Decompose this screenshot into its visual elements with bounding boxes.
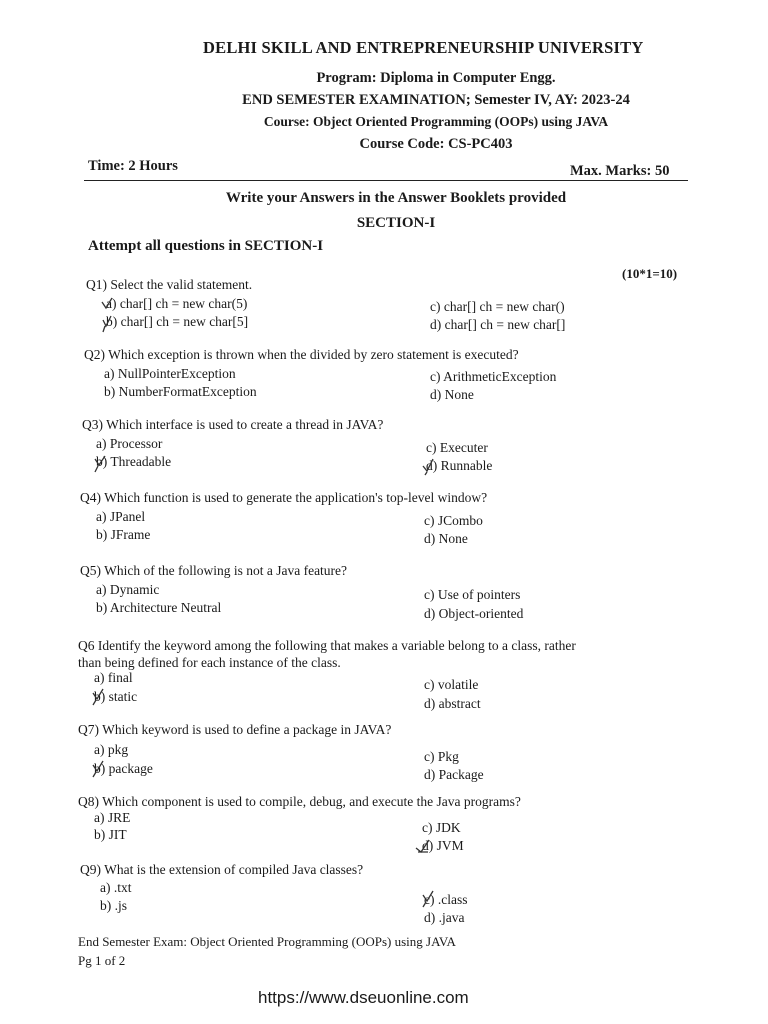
option-d: d) JVM [422, 838, 464, 853]
option-c: c) Use of pointers [424, 587, 521, 602]
section-instruction: Attempt all questions in SECTION-I [88, 238, 324, 254]
pen-tick-mark-q6b [90, 688, 106, 706]
option-b: b) package [94, 761, 153, 776]
website-url[interactable]: https://www.dseuonline.com [258, 988, 469, 1007]
pen-tick-marks-q1 [100, 296, 114, 336]
footer-exam-line: End Semester Exam: Object Oriented Programming (OOPs) using JAVA [78, 934, 456, 949]
question-stem: Q5) Which of the following is not a Java feature? [80, 563, 348, 578]
course-code: Course Code: CS-PC403 [359, 136, 513, 152]
option-a: a) NullPointerException [104, 366, 236, 381]
option-b: b) Architecture Neutral [96, 600, 222, 615]
option-b: b) NumberFormatException [104, 384, 257, 399]
option-a: a) Processor [96, 436, 163, 451]
option-a: a) .txt [100, 880, 132, 895]
option-d: d) char[] ch = new char[] [430, 317, 566, 332]
question-stem: Q8) Which component is used to compile, debug, and execute the Java programs? [78, 794, 521, 809]
option-b: b) Threadable [96, 454, 172, 469]
option-c: c) volatile [424, 677, 479, 692]
option-a: a) JPanel [96, 509, 146, 524]
option-d: d) .java [424, 910, 465, 925]
program-line: Program: Diploma in Computer Engg. [316, 70, 556, 86]
option-a: a) JRE [94, 810, 131, 825]
option-d: d) Object-oriented [424, 606, 524, 621]
pen-tick-mark-q9c [420, 890, 436, 908]
question-stem: Q2) Which exception is thrown when the divided by zero statement is executed? [84, 347, 519, 362]
time-allowed: Time: 2 Hours [88, 158, 178, 174]
option-c: c) ArithmeticException [430, 369, 557, 384]
section-title: SECTION-I [356, 215, 436, 231]
university-name: DELHI SKILL AND ENTREPRENEURSHIP UNIVERSITY [203, 38, 644, 57]
option-a: a) pkg [94, 742, 129, 757]
instructions: Write your Answers in the Answer Booklets provided [225, 190, 567, 206]
option-a: a) char[] ch = new char(5) [106, 296, 248, 311]
option-d: d) Package [424, 767, 484, 782]
pen-tick-mark-q3d [420, 456, 436, 476]
option-b: b) static [94, 689, 138, 704]
pen-tick-mark-q3b [92, 455, 108, 473]
question-stem: Q6 Identify the keyword among the following that makes a variable belong to a class, rather [78, 638, 576, 653]
option-a: a) final [94, 670, 133, 685]
option-c: c) Pkg [424, 749, 459, 764]
option-c: c) .class [424, 892, 468, 907]
question-stem: Q7) Which keyword is used to define a package in JAVA? [78, 722, 392, 737]
option-d: d) None [430, 387, 474, 402]
pen-tick-mark-q8d [414, 838, 432, 854]
course-line: Course: Object Oriented Programming (OOPs) using JAVA [263, 114, 609, 129]
header-divider [84, 180, 688, 181]
question-stem: Q1) Select the valid statement. [86, 277, 253, 292]
question-stem: Q9) What is the extension of compiled Java classes? [80, 862, 364, 877]
question-stem: Q3) Which interface is used to create a thread in JAVA? [82, 417, 384, 432]
option-b: b) char[] ch = new char[5] [106, 314, 249, 329]
option-c: c) JDK [422, 820, 461, 835]
question-stem: Q4) Which function is used to generate the application's top-level window? [80, 490, 488, 505]
option-a: a) Dynamic [96, 582, 160, 597]
option-c: c) Executer [426, 440, 488, 455]
option-b: b) .js [100, 898, 127, 913]
option-b: b) JFrame [96, 527, 151, 542]
question-stem-continued: than being defined for each instance of the class. [78, 655, 341, 670]
option-c: c) JCombo [424, 513, 483, 528]
exam-line: END SEMESTER EXAMINATION; Semester IV, AY: 2023-24 [242, 92, 630, 108]
section-marks: (10*1=10) [622, 266, 678, 281]
option-c: c) char[] ch = new char() [430, 299, 565, 314]
option-b: b) JIT [94, 827, 127, 842]
option-d: d) None [424, 531, 468, 546]
pen-tick-mark-q7b [90, 760, 106, 778]
option-d: d) Runnable [426, 458, 493, 473]
option-d: d) abstract [424, 696, 481, 711]
max-marks: Max. Marks: 50 [570, 163, 670, 179]
page-number: Pg 1 of 2 [78, 953, 126, 968]
